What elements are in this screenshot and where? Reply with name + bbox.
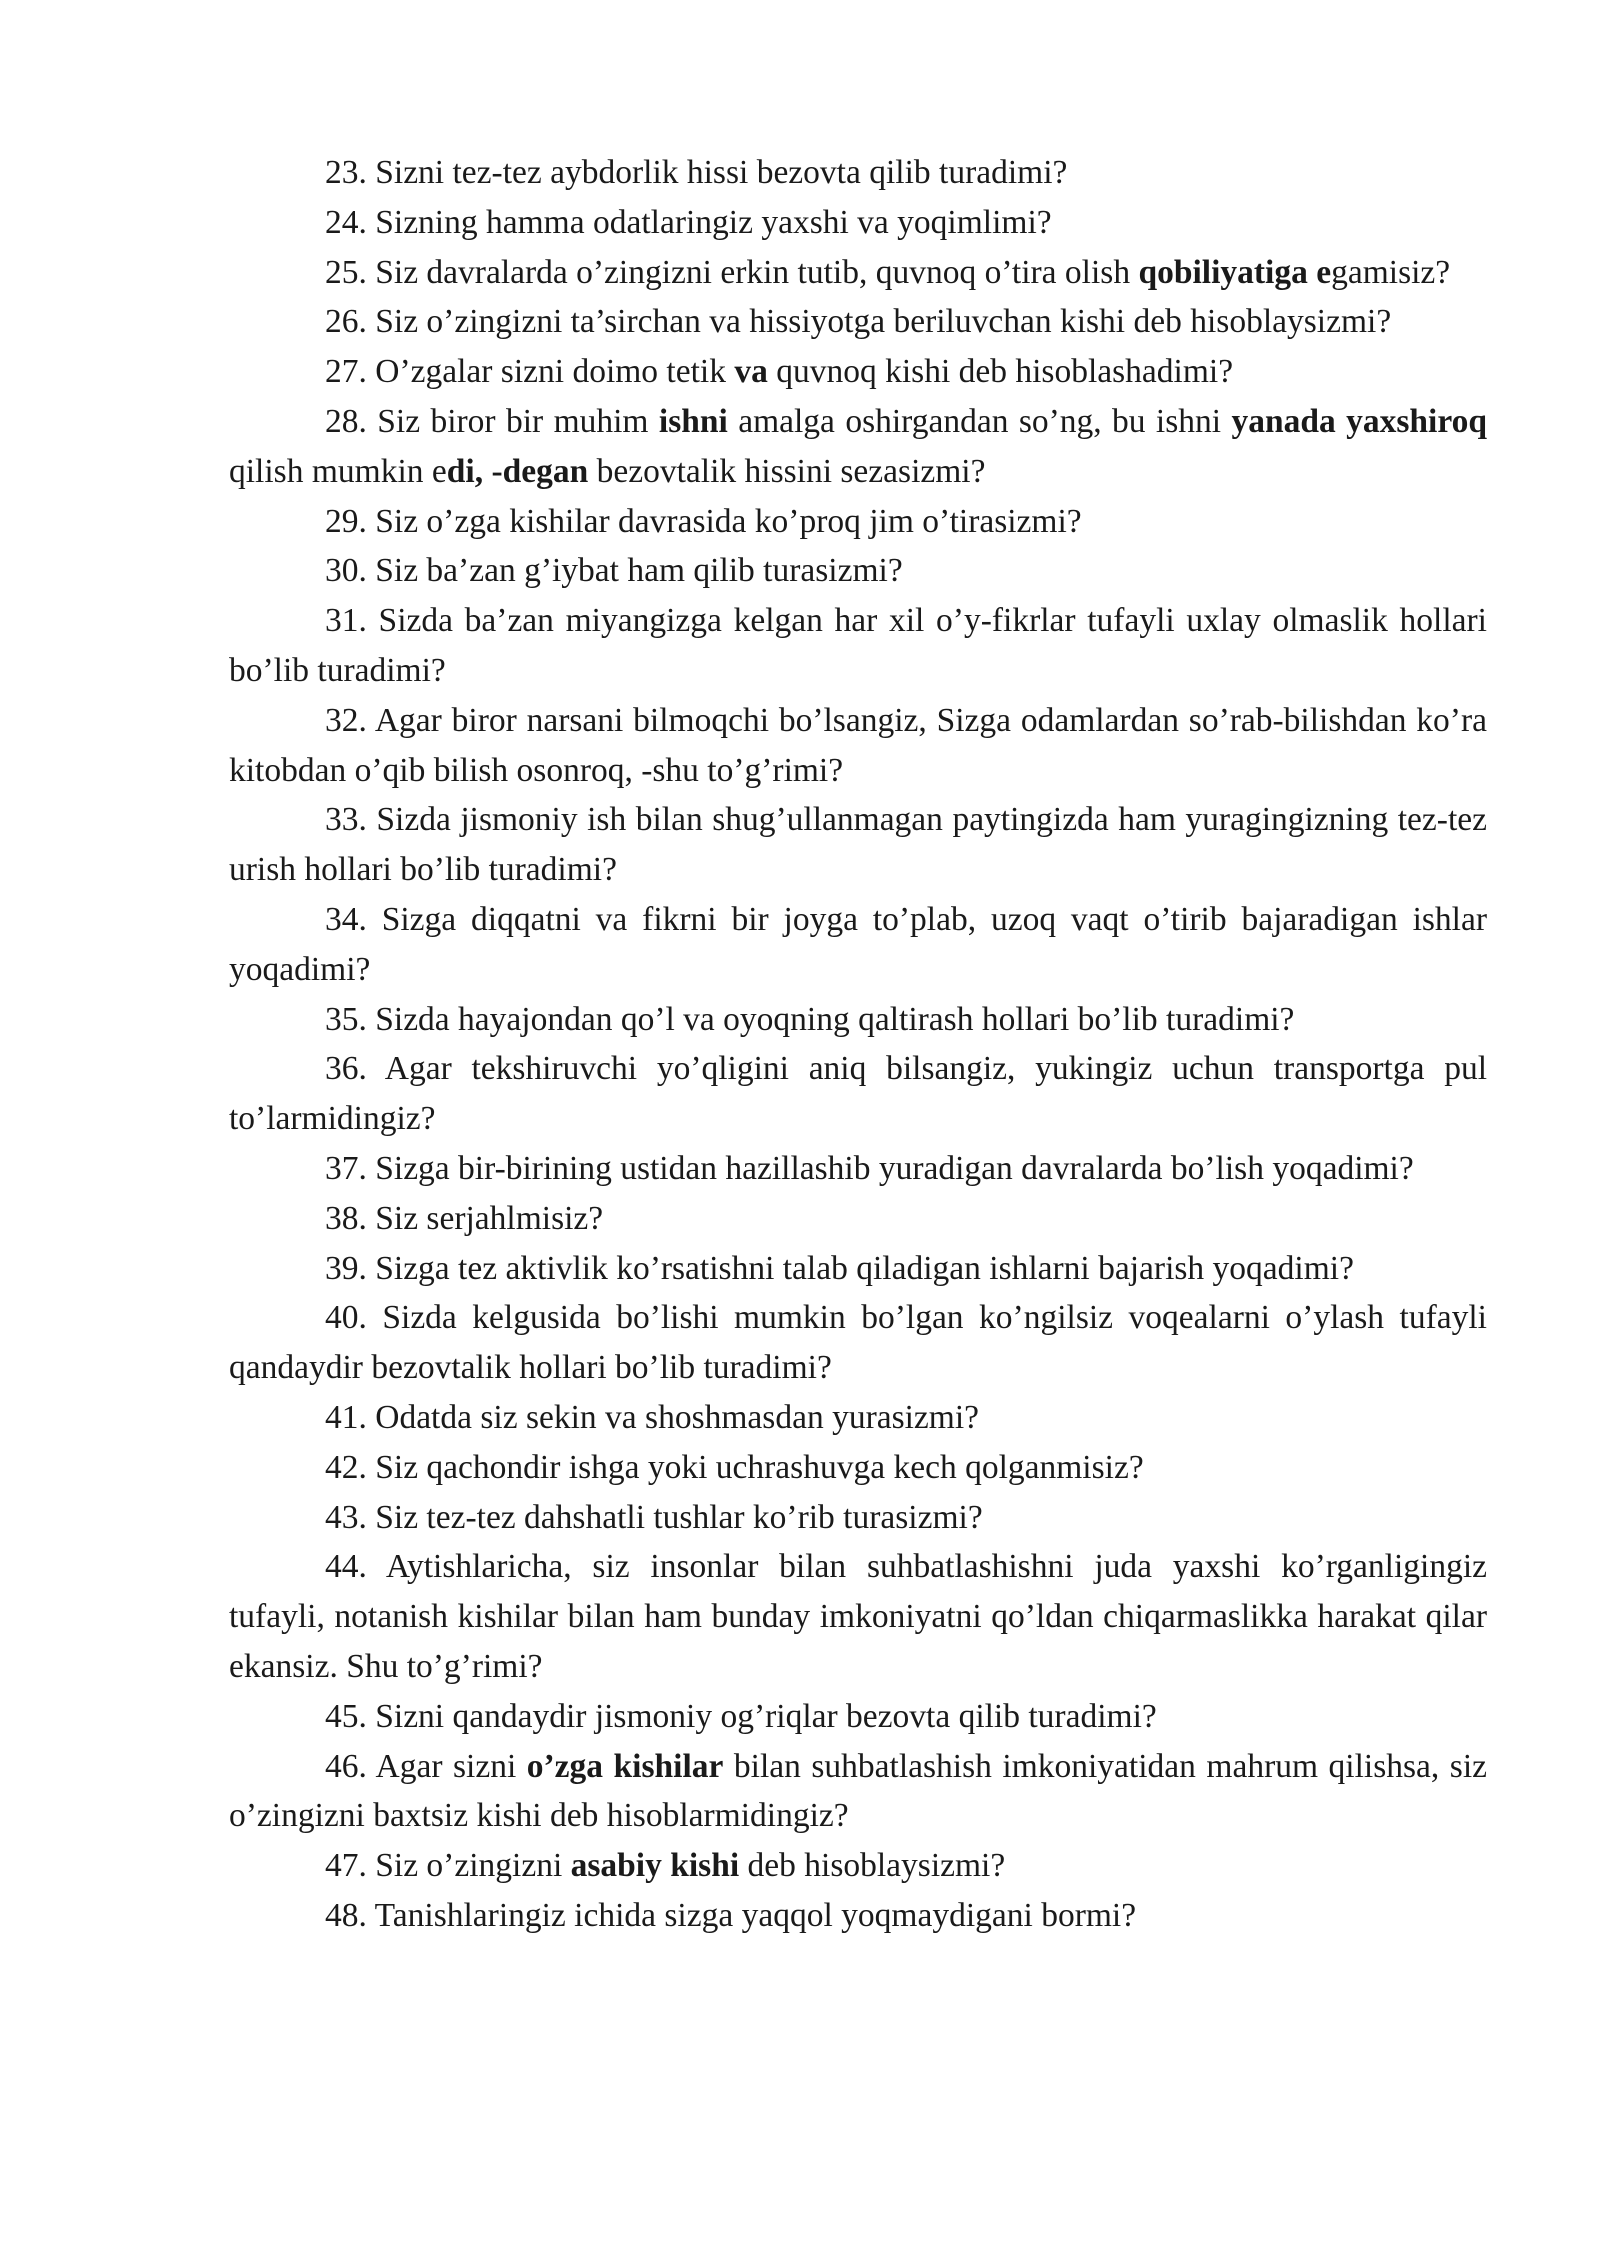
question-text: 37. Sizga bir-birining ustidan hazillashib yuradigan davralarda bo’lish yoqadimi?	[325, 1149, 1414, 1187]
question-item	[229, 1493, 1487, 1543]
question-item	[229, 1393, 1487, 1443]
question-item	[229, 347, 1487, 397]
question-item	[229, 148, 1487, 198]
question-text: 45. Sizni qandaydir jismoniy og’riqlar bezovta qilib turadimi?	[325, 1697, 1157, 1735]
question-bold-text: asabiy kishi	[570, 1847, 740, 1885]
question-text: 42. Siz qachondir ishga yoki uchrashuvga kech qolganmisiz?	[325, 1448, 1144, 1486]
question-text: 36. Agar tekshiruvchi yo’qligini aniq bilsangiz, yukingiz uchun transportga pul to’larmidingiz?	[229, 1050, 1487, 1138]
question-item	[229, 596, 1487, 696]
question-bold-text: yanada yaxshiroq	[1231, 402, 1488, 440]
question-text: bezovtalik hissini sezasizmi?	[588, 452, 986, 490]
question-text: gamisiz?	[1331, 253, 1451, 291]
question-item	[229, 248, 1487, 298]
question-item	[229, 198, 1487, 248]
question-item	[229, 1742, 1487, 1842]
question-item	[229, 1841, 1487, 1891]
question-text: 26. Siz o’zingizni ta’sirchan va hissiyotga beriluvchan kishi deb hisoblaysizmi?	[325, 303, 1392, 341]
questionnaire-list	[229, 148, 1487, 1941]
question-text: amalga oshirgandan so’ng, bu ishni	[727, 402, 1232, 440]
question-item	[229, 795, 1487, 895]
question-text: 43. Siz tez-tez dahshatli tushlar ko’rib turasizmi?	[325, 1498, 983, 1536]
question-item	[229, 1542, 1487, 1691]
question-item	[229, 1244, 1487, 1294]
question-text: 35. Sizda hayajondan qo’l va oyoqning qaltirash hollari bo’lib turadimi?	[325, 1000, 1295, 1038]
question-text: 29. Siz o’zga kishilar davrasida ko’proq jim o’tirasizmi?	[325, 502, 1082, 540]
question-text: 33. Sizda jismoniy ish bilan shug’ullanmagan paytingizda ham yuragingizning tez-tez urish hollari bo’lib turadimi?	[229, 801, 1487, 889]
question-text: 40. Sizda kelgusida bo’lishi mumkin bo’lgan ko’ngilsiz voqealarni o’ylash tufayli qandaydir bezovtalik hollari bo’lib turadimi?	[229, 1299, 1487, 1387]
question-item	[229, 397, 1487, 497]
question-text: 32. Agar biror narsani bilmoqchi bo’lsangiz, Sizga odamlardan so’rab-bilishdan ko’ra kitobdan o’qib bilish osonroq, -shu to’g’rimi?	[229, 701, 1487, 789]
question-text: 46. Agar sizni	[325, 1747, 527, 1785]
question-item	[229, 895, 1487, 995]
question-item	[229, 1044, 1487, 1144]
question-text: 44. Aytishlaricha, siz insonlar bilan suhbatlashishni juda yaxshi ko’rganligingiz tufayli, notanish kishilar bilan ham bunday imkoniyatni qo’ldan chiqarmaslikka harakat qilar ekansiz. Shu to’g’rimi?	[229, 1548, 1487, 1685]
question-bold-text: di, -degan	[446, 452, 589, 490]
question-text: 30. Siz ba’zan g’iybat ham qilib turasizmi?	[325, 552, 903, 590]
question-item	[229, 1692, 1487, 1742]
question-text: 25. Siz davralarda o’zingizni erkin tutib, quvnoq o’tira olish	[325, 253, 1139, 291]
question-item	[229, 995, 1487, 1045]
question-item	[229, 1144, 1487, 1194]
question-text: 23. Sizni tez-tez aybdorlik hissi bezovta qilib turadimi?	[325, 154, 1068, 191]
question-bold-text: qobiliyatiga e	[1138, 253, 1332, 291]
question-text: 28. Siz biror bir muhim	[325, 402, 659, 440]
question-item	[229, 696, 1487, 796]
question-text: 41. Odatda siz sekin va shoshmasdan yurasizmi?	[325, 1398, 980, 1436]
question-text: deb hisoblaysizmi?	[739, 1847, 1006, 1885]
question-text: 48. Tanishlaringiz ichida sizga yaqqol yoqmaydigani bormi?	[325, 1896, 1137, 1934]
question-text: qilish mumkin e	[229, 452, 447, 490]
question-text: 27. O’zgalar sizni doimo tetik	[325, 353, 735, 391]
question-text: bilan suhbatlashish imkoniyatidan mahrum qilishsa, siz o’zingizni baxtsiz kishi deb hisoblarmidingiz?	[229, 1747, 1488, 1835]
question-bold-text: ishni	[658, 402, 728, 440]
question-text: 34. Sizga diqqatni va fikrni bir joyga to’plab, uzoq vaqt o’tirib bajaradigan ishlar yoqadimi?	[229, 900, 1487, 988]
question-text: 38. Siz serjahlmisiz?	[325, 1199, 604, 1237]
question-text: 39. Sizga tez aktivlik ko’rsatishni talab qiladigan ishlarni bajarish yoqadimi?	[325, 1249, 1354, 1287]
question-item	[229, 497, 1487, 547]
question-text: 24. Sizning hamma odatlaringiz yaxshi va yoqimlimi?	[325, 203, 1052, 241]
question-text: 47. Siz o’zingizni	[325, 1847, 571, 1885]
question-bold-text: o’zga kishilar	[526, 1747, 724, 1785]
question-item	[229, 1891, 1487, 1941]
question-text: quvnoq kishi deb hisoblashadimi?	[767, 353, 1234, 391]
question-item	[229, 1194, 1487, 1244]
question-item	[229, 1443, 1487, 1493]
question-item	[229, 297, 1487, 347]
question-bold-text: va	[734, 353, 768, 391]
question-item	[229, 1293, 1487, 1393]
question-item	[229, 546, 1487, 596]
question-text: 31. Sizda ba’zan miyangizga kelgan har xil o’y-fikrlar tufayli uxlay olmaslik hollari bo’lib turadimi?	[229, 602, 1487, 689]
